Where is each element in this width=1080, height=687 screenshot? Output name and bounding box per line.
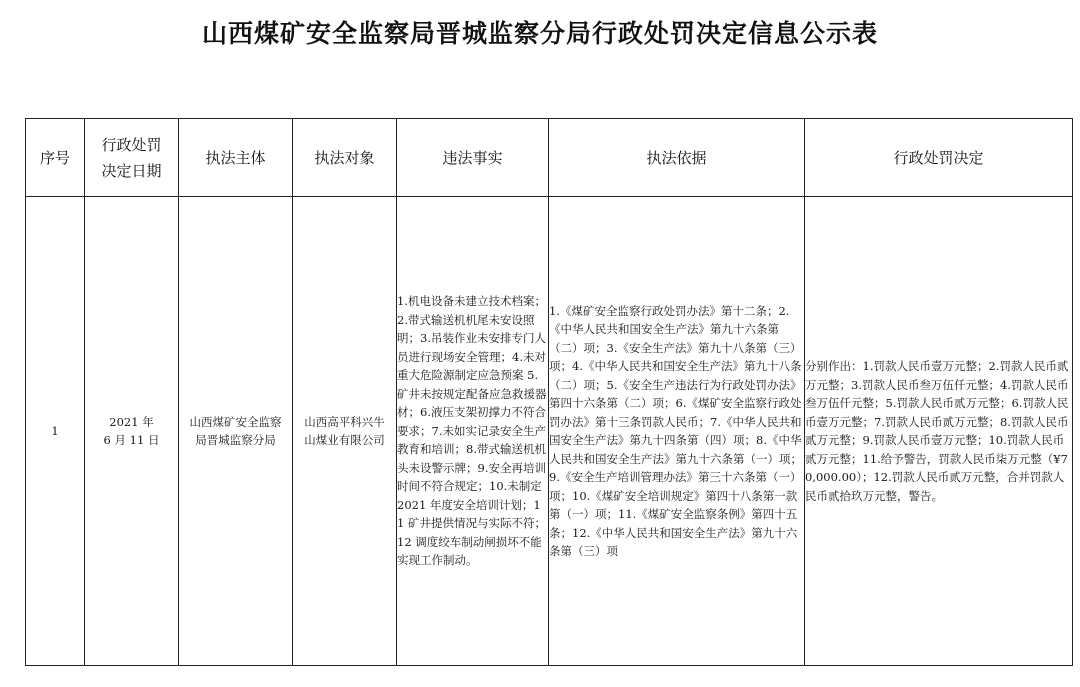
cell-basis bbox=[549, 197, 805, 666]
row-date-line2: 6 月 11 日 bbox=[103, 433, 160, 447]
cell-date bbox=[85, 197, 179, 666]
header-date-line1: 行政处罚 bbox=[101, 135, 162, 154]
row-subject: 山西煤矿安全监察局晋城监察分局 bbox=[189, 414, 282, 447]
row-seq: 1 bbox=[51, 423, 59, 438]
row-date-line1: 2021 年 bbox=[109, 414, 154, 429]
header-row bbox=[26, 119, 1073, 197]
cell-subject bbox=[179, 197, 293, 666]
header-date-line2: 决定日期 bbox=[101, 161, 162, 180]
row-target: 山西高平科兴牛山煤业有限公司 bbox=[304, 414, 385, 447]
penalty-table bbox=[25, 118, 1073, 666]
row-basis: 1.《煤矿安全监察行政处罚办法》第十二条；2.《中华人民共和国安全生产法》第九十六条第（二）项；3.《安全生产法》第九十八条第（三）项；4.《中华人民共和国安全生产法》第九十八条（二）项；5.《安全生产违法行为行政处罚办法》第四十六条第（二）项；6.《煤矿安全监察行政处罚办法》第十三条罚款人民币；7.《中华人民共和国安全生产法》第九十四条第（四）项；8.《中华人民共和国安全生产法》第九十六条第（一）项；9.《安全生产培训管理办法》第三十六条第（一）项；10.《煤矿安全培训规定》第四十八条第一款第（一）项；11.《煤矿安全监察条例》第四十五条；12.《中华人民共和国安全生产法》第九十六条第（三）项 bbox=[549, 303, 802, 558]
header-seq: 序号 bbox=[26, 119, 85, 197]
header-basis: 执法依据 bbox=[549, 119, 805, 197]
page-title: 山西煤矿安全监察局晋城监察分局行政处罚决定信息公示表 bbox=[201, 19, 878, 48]
header-subject: 执法主体 bbox=[179, 119, 293, 197]
table-row bbox=[26, 197, 1073, 666]
row-facts: 1.机电设备未建立技术档案；2.带式输送机机尾未安设照明；3.吊装作业未安排专门人员进行现场安全管理；4.未对重大危险源制定应急预案 5.矿井未按规定配备应急救援器材；6.液压支架初撑力不符合要求；7.未如实记录安全生产教育和培训；8.带式输送机机头未设警示牌；9.安全再培训时间不符合规定；10.未制定 2021 年度安全培训计划；11 矿井提供情况与实际不符；12 调度绞车制动闸损坏不能实现工作制动。 bbox=[397, 294, 547, 568]
header-target: 执法对象 bbox=[293, 119, 397, 197]
cell-seq bbox=[26, 197, 85, 666]
cell-facts bbox=[397, 197, 549, 666]
cell-target bbox=[293, 197, 397, 666]
row-decision: 分别作出：1.罚款人民币壹万元整；2.罚款人民币贰万元整；3.罚款人民币叁万伍仟元整；4.罚款人民币叁万伍仟元整；5.罚款人民币贰万元整；6.罚款人民币壹万元整；7.罚款人民币贰万元整；8.罚款人民币贰万元整；9.罚款人民币壹万元整；10.罚款人民币贰万元整；11.给予警告，罚款人民币柒万元整（¥70,000.00）；12.罚款人民币贰万元整，合并罚款人民币贰拾玖万元整，警告。 bbox=[805, 359, 1069, 503]
header-decision: 行政处罚决定 bbox=[805, 119, 1073, 197]
header-date bbox=[85, 119, 179, 197]
cell-decision bbox=[805, 197, 1073, 666]
header-facts: 违法事实 bbox=[397, 119, 549, 197]
